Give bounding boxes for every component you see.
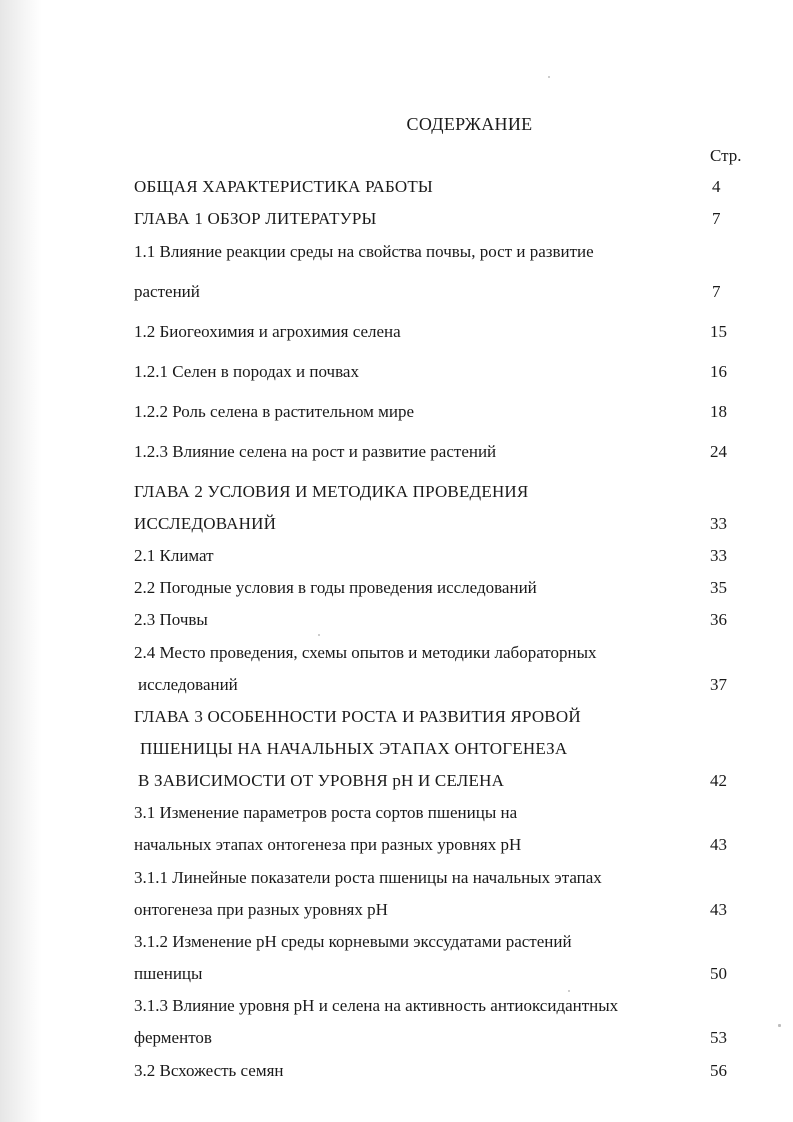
toc-page-number: 33 <box>710 514 727 533</box>
toc-page-number: 56 <box>710 1061 727 1080</box>
toc-page-number: 53 <box>710 1028 727 1047</box>
toc-line: начальных этапах онтогенеза при разных уровнях рН <box>134 835 522 854</box>
toc-line: 2.1 Климат <box>134 546 214 565</box>
toc-line: ОБЩАЯ ХАРАКТЕРИСТИКА РАБОТЫ <box>134 177 433 196</box>
toc-line: ГЛАВА 1 ОБЗОР ЛИТЕРАТУРЫ <box>134 209 377 228</box>
toc-page-number: 4 <box>712 177 721 196</box>
toc-line: 3.1.3 Влияние уровня рН и селена на активность антиоксидантных <box>134 996 619 1015</box>
toc-line: 2.3 Почвы <box>134 610 208 629</box>
scan-speck <box>318 634 320 636</box>
toc-line: растений <box>134 282 200 301</box>
toc-line: 1.1 Влияние реакции среды на свойства почвы, рост и развитие <box>134 242 594 261</box>
scan-speck <box>548 76 550 78</box>
toc-line: 3.1 Изменение параметров роста сортов пшеницы на <box>134 803 518 822</box>
toc-page-number: 33 <box>710 546 727 565</box>
toc-line: 3.1.1 Линейные показатели роста пшеницы на начальных этапах <box>134 868 602 887</box>
toc-line: 2.2 Погодные условия в годы проведения исследований <box>134 578 537 597</box>
page-column-label: Стр. <box>710 146 742 165</box>
toc-line: пшеницы <box>134 964 203 983</box>
toc-page-number: 42 <box>710 771 727 790</box>
toc-page-number: 37 <box>710 675 727 694</box>
toc-page-number: 7 <box>712 209 721 228</box>
toc-page-number: 50 <box>710 964 727 983</box>
scan-speck <box>568 990 570 992</box>
toc-line: 3.1.2 Изменение рН среды корневыми экссудатами растений <box>134 932 572 951</box>
toc-line: В ЗАВИСИМОСТИ ОТ УРОВНЯ рН И СЕЛЕНА <box>138 771 505 790</box>
toc-line: ГЛАВА 2 УСЛОВИЯ И МЕТОДИКА ПРОВЕДЕНИЯ <box>134 482 529 501</box>
toc-line: онтогенеза при разных уровнях рН <box>134 900 388 919</box>
toc-page-number: 18 <box>710 402 727 421</box>
toc-page-number: 43 <box>710 835 727 854</box>
page-title: СОДЕРЖАНИЕ <box>406 114 533 134</box>
toc-line: ПШЕНИЦЫ НА НАЧАЛЬНЫХ ЭТАПАХ ОНТОГЕНЕЗА <box>140 739 568 758</box>
toc-line: исследований <box>138 675 238 694</box>
toc-line: 1.2.1 Селен в породах и почвах <box>134 362 359 381</box>
toc-page-number: 43 <box>710 900 727 919</box>
toc-line: ферментов <box>134 1028 212 1047</box>
toc-line: 1.2.2 Роль селена в растительном мире <box>134 402 415 421</box>
toc-page-number: 36 <box>710 610 727 629</box>
toc-page-number: 24 <box>710 442 727 461</box>
scan-edge-shadow <box>0 0 42 1122</box>
toc-line: ГЛАВА 3 ОСОБЕННОСТИ РОСТА И РАЗВИТИЯ ЯРОВОЙ <box>134 707 581 726</box>
toc-line: ИССЛЕДОВАНИЙ <box>134 514 277 533</box>
toc-line: 1.2.3 Влияние селена на рост и развитие растений <box>134 442 497 461</box>
toc-page-number: 16 <box>710 362 727 381</box>
toc-page-number: 35 <box>710 578 727 597</box>
toc-line: 2.4 Место проведения, схемы опытов и методики лабораторных <box>134 643 597 662</box>
toc-page-number: 15 <box>710 322 727 341</box>
toc-page-number: 7 <box>712 282 721 301</box>
scan-speck <box>778 1024 781 1027</box>
toc-line: 1.2 Биогеохимия и агрохимия селена <box>134 322 401 341</box>
toc-line: 3.2 Всхожесть семян <box>134 1061 284 1080</box>
